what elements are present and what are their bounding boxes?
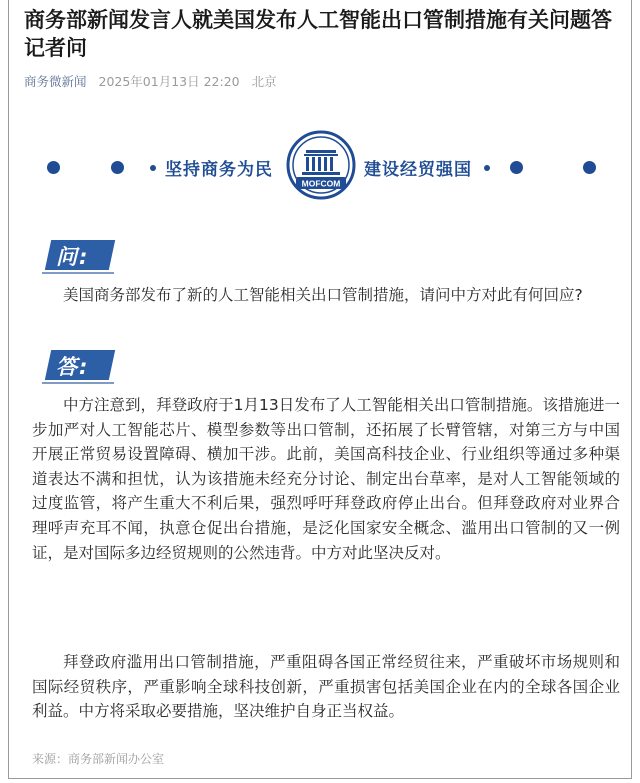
publish-date: 2025年01月13日 22:20 [98,74,240,89]
banner-dot-icon [583,161,596,174]
slogan-banner [0,120,640,220]
slogan-left: 坚持商务为民 [165,160,273,180]
answer-paragraph: 中方注意到，拜登政府于1月13日发布了人工智能相关出口管制措施。该措施进一步加严对人工智能芯片、模型参数等出口管制，还拓展了长臂管辖，对第三方与中国开展正常贸易设置障碍、横加干涉。此前，美国高科技企业、行业组织等通过多种渠道表达不满和担忧，认为该措施未经充分讨论、制定出台草率，是对人工智能领域的过度监管，将产生重大不利后果，强烈呼吁拜登政府停止出台。但拜登政府对业界合理呼声充耳不闻，执意仓促出台措施，是泛化国家安全概念、滥用出口管制的又一例证，是对国际多边经贸规则的公然违背。中方对此坚决反对。 [32,396,620,562]
question-text: 美国商务部发布了新的人工智能相关出口管制措施，请问中方对此有何回应? [63,286,583,304]
mofcom-logo [286,130,356,200]
answer-paragraph: 拜登政府滥用出口管制措施，严重阻碍各国正常经贸往来，严重破坏市场规则和国际经贸秩序，严重影响全球科技创新，严重损害包括美国企业在内的全球各国企业利益。中方将采取必要措施，坚决维护自身正当权益。 [32,653,620,721]
question-label: 问: [42,238,118,272]
banner-dot-icon [484,165,490,171]
publisher-link[interactable]: 商务微新闻 [24,74,87,89]
question-underline [42,272,114,274]
banner-dot-icon [150,165,156,171]
banner-dot-icon [510,161,523,174]
answer-underline [42,382,114,384]
logo-text: MOFCOM [301,178,341,189]
publish-location: 北京 [251,74,277,89]
answer-label: 答: [42,348,118,382]
slogan-right: 建设经贸强国 [364,160,472,180]
article-source: 来源：商务部新闻办公室 [32,752,165,766]
article-title: 商务部新闻发言人就美国发布人工智能出口管制措施有关问题答记者问 [24,8,612,60]
banner-dot-icon [111,161,124,174]
banner-dot-icon [47,161,60,174]
article-meta [24,72,277,90]
